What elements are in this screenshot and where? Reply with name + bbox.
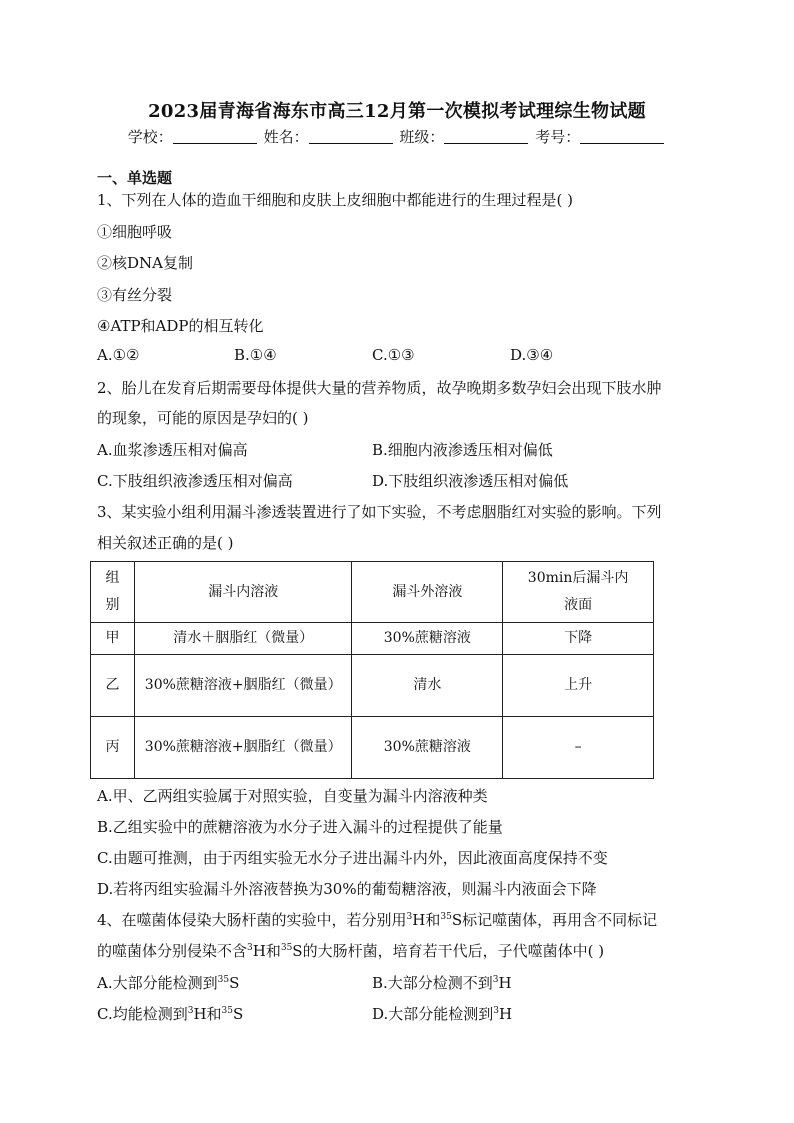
table-cell: 30%蔗糖溶液+胭脂红（微量） bbox=[134, 655, 352, 717]
q4-text: H和 bbox=[412, 911, 441, 929]
table-row bbox=[91, 655, 654, 717]
isotope-mass: 3 bbox=[187, 1006, 194, 1016]
q3-stem-line1: 3、某实验小组利用漏斗渗透装置进行了如下实验，不考虑胭脂红对实验的影响。下列 bbox=[97, 503, 662, 521]
table-cell: 清水＋胭脂红（微量） bbox=[134, 623, 352, 655]
q3-stem-line2: 相关叙述正确的是( ) bbox=[97, 534, 234, 552]
exam-number-blank[interactable] bbox=[580, 129, 664, 144]
header-group: 组别 bbox=[105, 570, 120, 613]
q1-stem: 1、下列在人体的造血干细胞和皮肤上皮细胞中都能进行的生理过程是( ) bbox=[97, 191, 574, 209]
table-cell: – bbox=[503, 717, 654, 779]
q4-option-c[interactable] bbox=[97, 1003, 243, 1024]
q2-option-d[interactable]: D.下肢组织液渗透压相对偏低 bbox=[372, 472, 569, 490]
name-label: 姓名： bbox=[263, 128, 309, 146]
exam-title: 2023届青海省海东市高三12月第一次模拟考试理综生物试题 bbox=[148, 101, 646, 122]
q2-option-c[interactable]: C.下肢组织液渗透压相对偏高 bbox=[97, 472, 293, 490]
isotope-mass: 35 bbox=[221, 1006, 233, 1016]
table-cell: 上升 bbox=[503, 655, 654, 717]
q1-option-d[interactable]: D.③④ bbox=[510, 346, 554, 364]
q4-text: H和 bbox=[252, 942, 281, 960]
isotope-mass: 3 bbox=[406, 912, 413, 922]
q3-option-a[interactable]: A.甲、乙两组实验属于对照实验，自变量为漏斗内溶液种类 bbox=[97, 787, 488, 805]
class-blank[interactable] bbox=[444, 129, 528, 144]
q1-item: ①细胞呼吸 bbox=[97, 223, 173, 241]
q3-option-d[interactable]: D.若将丙组实验漏斗外溶液替换为30%的葡萄糖溶液，则漏斗内液面会下降 bbox=[97, 880, 597, 898]
option-text: B.大部分检测不到 bbox=[372, 974, 493, 992]
table-cell: 30%蔗糖溶液+胭脂红（微量） bbox=[134, 717, 352, 779]
table-row bbox=[91, 623, 654, 655]
q3-option-b[interactable]: B.乙组实验中的蔗糖溶液为水分子进入漏斗的过程提供了能量 bbox=[97, 818, 503, 836]
q4-option-d[interactable] bbox=[372, 1003, 512, 1024]
school-blank[interactable] bbox=[173, 129, 257, 144]
option-text: H和 bbox=[193, 1005, 222, 1023]
q4-stem-line2 bbox=[97, 940, 604, 961]
q2-option-a[interactable]: A.血浆渗透压相对偏高 bbox=[97, 441, 248, 459]
table-cell: 甲 bbox=[91, 623, 135, 655]
table-cell: 丙 bbox=[91, 717, 135, 779]
table-header: 漏斗内溶液 bbox=[134, 562, 352, 623]
table-header bbox=[91, 562, 135, 623]
table-header: 30min后漏斗内液面 bbox=[503, 562, 654, 623]
table-cell: 30%蔗糖溶液 bbox=[352, 623, 503, 655]
q1-item: ④ATP和ADP的相互转化 bbox=[97, 317, 264, 335]
q1-option-c[interactable]: C.①③ bbox=[372, 346, 415, 364]
table-header-row bbox=[91, 562, 654, 623]
option-text: A.大部分能检测到 bbox=[97, 974, 218, 992]
table-cell: 30%蔗糖溶液 bbox=[352, 717, 503, 779]
element-symbol: H bbox=[499, 1005, 513, 1023]
q2-option-b[interactable]: B.细胞内液渗透压相对偏低 bbox=[372, 441, 553, 459]
table-cell: 下降 bbox=[503, 623, 654, 655]
q4-option-a[interactable] bbox=[97, 972, 239, 993]
student-info-row bbox=[0, 126, 794, 147]
q4-text: S标记噬菌体，再用含不同标记 bbox=[451, 911, 658, 929]
isotope-mass: 35 bbox=[280, 943, 293, 953]
isotope-mass: 35 bbox=[440, 912, 452, 922]
experiment-table bbox=[90, 561, 654, 779]
table-row bbox=[91, 717, 654, 779]
name-blank[interactable] bbox=[309, 129, 393, 144]
element-symbol: H bbox=[498, 974, 512, 992]
table-cell: 乙 bbox=[91, 655, 135, 717]
isotope-mass: 3 bbox=[492, 975, 499, 985]
isotope-mass: 3 bbox=[493, 1006, 499, 1016]
q4-text: 的噬菌体分别侵染不含 bbox=[97, 942, 248, 960]
isotope-mass: 35 bbox=[217, 975, 230, 985]
school-label: 学校： bbox=[127, 128, 173, 146]
element-symbol: S bbox=[229, 974, 240, 992]
q3-option-c[interactable]: C.由题可推测，由于丙组实验无水分子进出漏斗内外，因此液面高度保持不变 bbox=[97, 849, 608, 867]
isotope-mass: 3 bbox=[247, 943, 253, 953]
q4-text: S的大肠杆菌，培育若干代后，子代噬菌体中( ) bbox=[292, 942, 605, 960]
option-text: C.均能检测到 bbox=[97, 1005, 188, 1023]
class-label: 班级： bbox=[399, 128, 445, 146]
q4-stem-line1 bbox=[97, 909, 657, 930]
q4-text: 4、在噬菌体侵染大肠杆菌的实验中，若分别用 bbox=[97, 911, 407, 929]
q1-item: ②核DNA复制 bbox=[97, 254, 193, 272]
option-text: D.大部分能检测到 bbox=[372, 1005, 494, 1023]
table-header: 漏斗外溶液 bbox=[352, 562, 503, 623]
q1-item: ③有丝分裂 bbox=[97, 286, 173, 304]
q1-option-b[interactable]: B.①④ bbox=[234, 346, 277, 364]
table-cell: 清水 bbox=[352, 655, 503, 717]
exam-number-label: 考号： bbox=[535, 128, 581, 146]
q2-stem-line1: 2、胎儿在发育后期需要母体提供大量的营养物质，故孕晚期多数孕妇会出现下肢水肿 bbox=[97, 379, 662, 397]
q2-stem-line2: 的现象，可能的原因是孕妇的( ) bbox=[97, 409, 309, 427]
section-heading: 一、单选题 bbox=[97, 169, 173, 187]
q1-option-a[interactable]: A.①② bbox=[97, 346, 140, 364]
element-symbol: S bbox=[233, 1005, 244, 1023]
q4-option-b[interactable] bbox=[372, 972, 512, 993]
